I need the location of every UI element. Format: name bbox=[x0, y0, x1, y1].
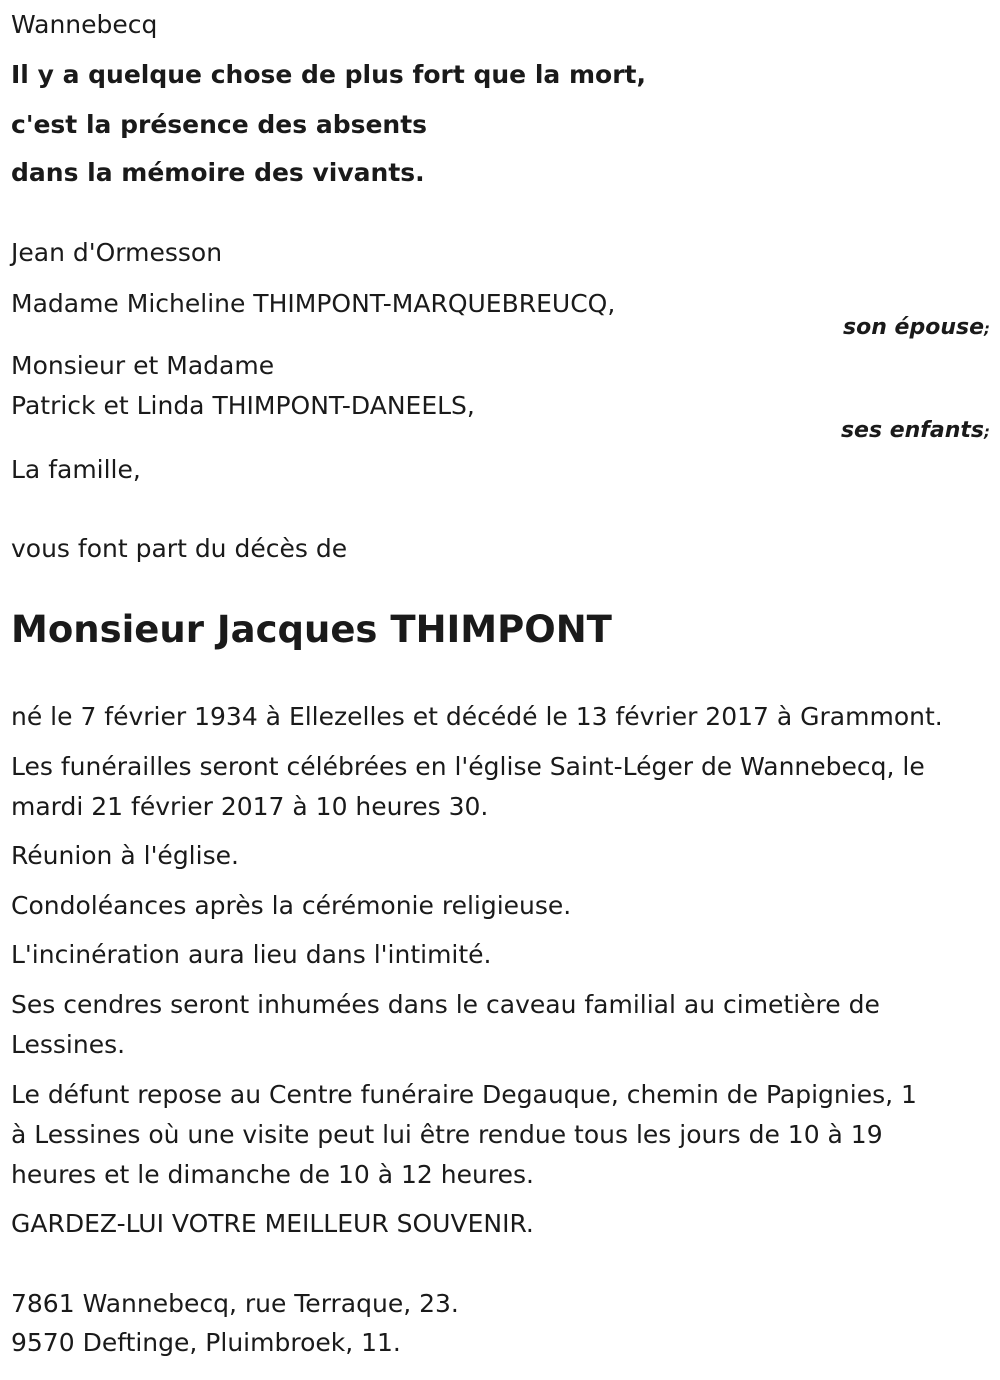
cremation-info: L'incinération aura lieu dans l'intimité. bbox=[11, 940, 492, 969]
funeral-info-line-1: Les funérailles seront célébrées en l'église Saint-Léger de Wannebecq, le bbox=[11, 752, 925, 781]
ashes-info-line-2: Lessines. bbox=[11, 1030, 126, 1059]
gathering-info: Réunion à l'église. bbox=[11, 841, 239, 870]
birth-death-info: né le 7 février 1934 à Ellezelles et décédé le 13 février 2017 à Grammont. bbox=[11, 702, 943, 731]
address-1: 7861 Wannebecq, rue Terraque, 23. bbox=[11, 1289, 459, 1318]
children-line-1: Monsieur et Madame bbox=[11, 351, 275, 380]
children-role-text: ses enfants bbox=[840, 418, 984, 443]
closing-words: GARDEZ-LUI VOTRE MEILLEUR SOUVENIR. bbox=[11, 1209, 534, 1238]
quote-line-3: dans la mémoire des vivants. bbox=[11, 158, 425, 187]
spouse-name: Madame Micheline THIMPONT-MARQUEBREUCQ, bbox=[11, 289, 616, 318]
children-role-suffix: ; bbox=[984, 423, 990, 441]
quote-line-2: c'est la présence des absents bbox=[11, 110, 428, 139]
spouse-role-suffix: ; bbox=[984, 320, 990, 338]
children-line-2: Patrick et Linda THIMPONT-DANEELS, bbox=[11, 391, 475, 420]
location-heading: Wannebecq bbox=[11, 10, 158, 39]
condolences-info: Condoléances après la cérémonie religieuse. bbox=[11, 891, 572, 920]
spouse-role bbox=[843, 313, 990, 344]
deceased-name: Monsieur Jacques THIMPONT bbox=[11, 608, 612, 651]
spouse-role-text: son épouse bbox=[843, 315, 984, 340]
children-role bbox=[841, 416, 990, 447]
address-2: 9570 Deftinge, Pluimbroek, 11. bbox=[11, 1328, 401, 1357]
funeral-info-line-2: mardi 21 février 2017 à 10 heures 30. bbox=[11, 792, 489, 821]
extended-family: La famille, bbox=[11, 455, 141, 484]
repose-info-line-3: heures et le dimanche de 10 à 12 heures. bbox=[11, 1160, 534, 1189]
ashes-info-line-1: Ses cendres seront inhumées dans le caveau familial au cimetière de bbox=[11, 990, 880, 1019]
repose-info-line-2: à Lessines où une visite peut lui être rendue tous les jours de 10 à 19 bbox=[11, 1120, 883, 1149]
quote-line-1: Il y a quelque chose de plus fort que la mort, bbox=[11, 60, 646, 89]
announcement-intro: vous font part du décès de bbox=[11, 534, 348, 563]
repose-info-line-1: Le défunt repose au Centre funéraire Degauque, chemin de Papignies, 1 bbox=[11, 1080, 917, 1109]
quote-author: Jean d'Ormesson bbox=[11, 238, 223, 267]
